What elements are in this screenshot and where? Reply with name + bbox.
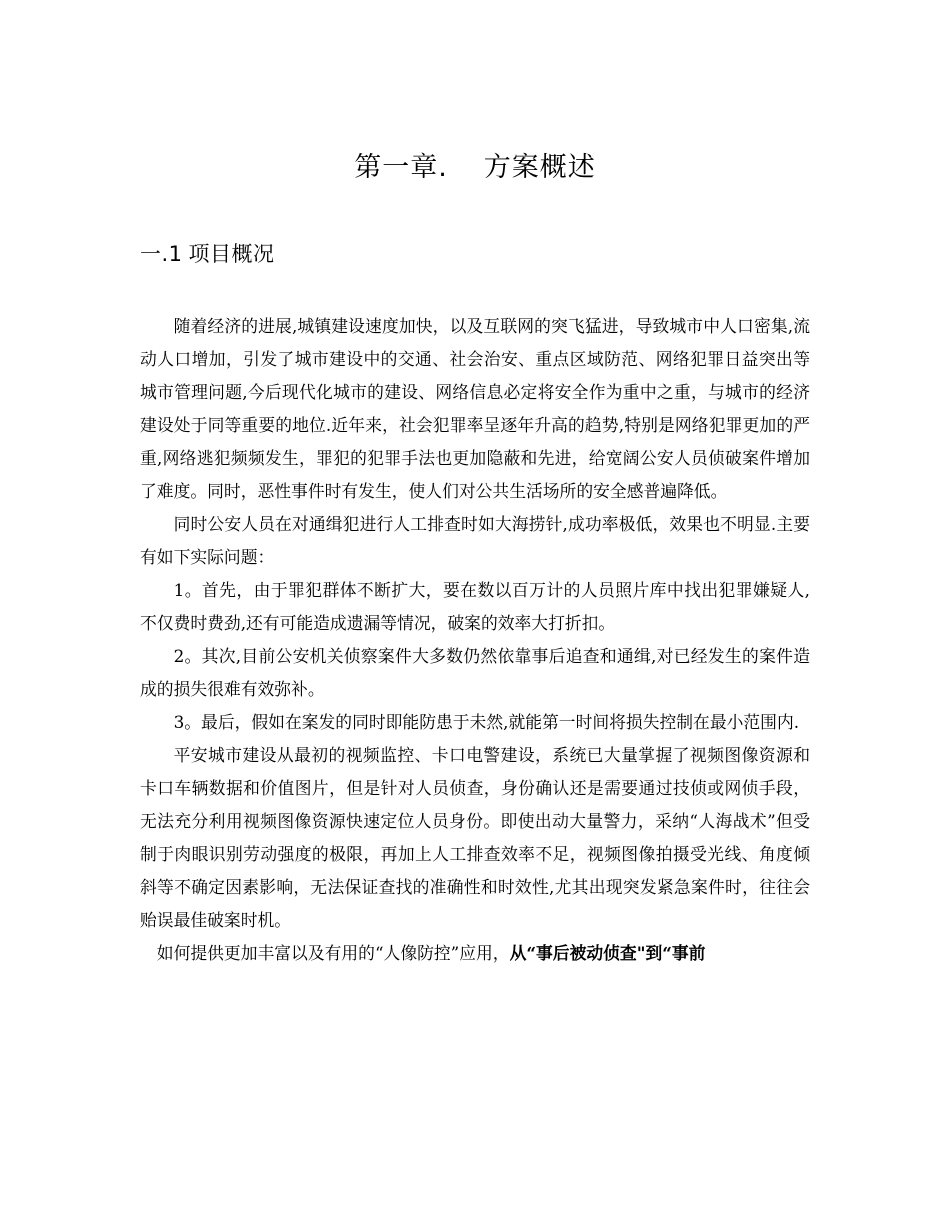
chapter-title: 方案概述 (483, 152, 596, 183)
paragraph-portrait-control (140, 937, 810, 970)
paragraph-portrait-control-text: 如何提供更加丰富以及有用的“人像防控”应用， (156, 943, 510, 963)
body-text (140, 310, 810, 970)
paragraph-problems-lead: 同时公安人员在对通缉犯进行人工排查时如大海捞针,成功率极低，效果也不明显.主要有如下实际问题： (140, 514, 810, 567)
paragraph-intro: 随着经济的进展,城镇建设速度加快，以及互联网的突飞猛进，导致城市中人口密集,流动人口增加，引发了城市建设中的交通、社会治安、重点区域防范、网络犯罪日益突出等城市管理问题,今后现代化城市的建设、网络信息必定将安全作为重中之重，与城市的经济建设处于同等重要的地位.近年来，社会犯罪率呈逐年升高的趋势,特别是网络犯罪更加的严重,网络逃犯频频发生，罪犯的犯罪手法也更加隐蔽和先进，给宽阔公安人员侦破案件增加了难度。同时，恶性事件时有发生，使人们对公共生活场所的安全感普遍降低。 (140, 316, 810, 501)
paragraph-portrait-control-bold: 从“事后被动侦查"到“事前 (509, 943, 706, 963)
paragraph-problem-2: 2。其次,目前公安机关侦察案件大多数仍然依靠事后追查和通缉,对已经发生的案件造成的损失很难有效弥补。 (140, 646, 810, 699)
section-title: 项目概况 (188, 242, 275, 266)
paragraph-problem-1: 1。首先，由于罪犯群体不断扩大，要在数以百万计的人员照片库中找出犯罪嫌疑人,不仅费时费劲,还有可能造成遗漏等情况，破案的效率大打折扣。 (140, 580, 810, 633)
chapter-number: 第一章. (354, 152, 448, 183)
section-heading (140, 238, 275, 268)
chapter-heading (0, 145, 950, 184)
paragraph-problem-3: 3。最后，假如在案发的同时即能防患于未然,就能第一时间将损失控制在最小范围内. (173, 712, 800, 732)
paragraph-safe-city: 平安城市建设从最初的视频监控、卡口电警建设，系统已大量掌握了视频图像资源和卡口车辆数据和价值图片，但是针对人员侦查，身份确认还是需要通过技侦或网侦手段，无法充分利用视频图像资源快速定位人员身份。即使出动大量警力，采纳“人海战术”但受制于肉眼识别劳动强度的极限，再加上人工排查效率不足，视频图像拍摄受光线、角度倾斜等不确定因素影响，无法保证查找的准确性和时效性,尤其出现突发紧急案件时，往往会贻误最佳破案时机。 (140, 745, 810, 930)
section-number: 一.1 (140, 242, 183, 266)
